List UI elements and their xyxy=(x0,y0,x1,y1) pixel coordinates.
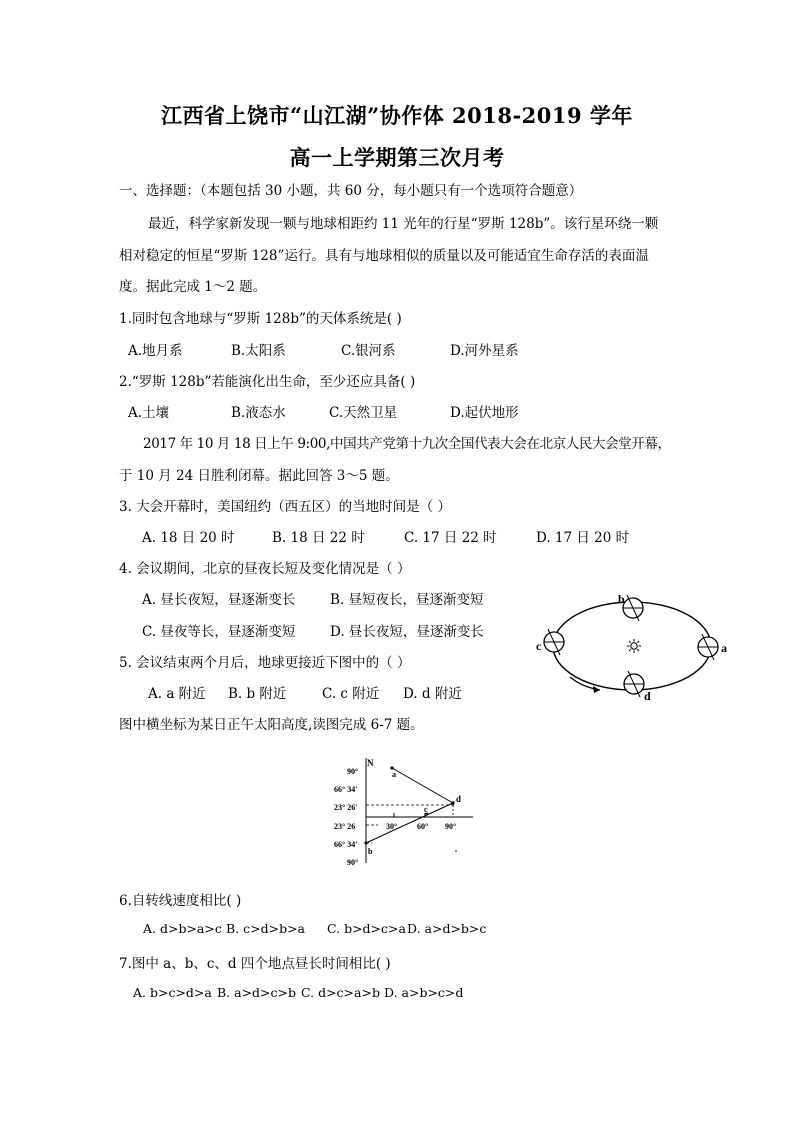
line-b-d xyxy=(366,803,453,843)
q3-option-a[interactable]: A. 18 日 20 时 xyxy=(142,530,235,546)
passage2-line2: 于 10 月 24 日胜利闭幕。据此回答 3～5 题。 xyxy=(119,468,399,484)
point-label-b: b xyxy=(368,847,373,856)
orbit-label-c: c xyxy=(536,639,542,653)
q3-option-d[interactable]: D. 17 日 20 时 xyxy=(536,530,630,546)
sun-icon xyxy=(627,639,641,653)
section-heading: 一、选择题：（本题包括 30 小题，共 60 分，每小题只有一个选项符合题意） xyxy=(119,183,583,199)
q7-option-a[interactable]: A. b>c>d>a xyxy=(133,985,212,1000)
q3-option-b[interactable]: B. 18 日 22 时 xyxy=(272,530,365,546)
passage1-line1: 最近，科学家新发现一颗与地球相距约 11 光年的行星“罗斯 128b”。该行星环绕一颗 xyxy=(148,216,659,232)
y-label-2326-top: 23° 26′ xyxy=(334,803,358,812)
q1-option-b[interactable]: B.太阳系 xyxy=(231,343,286,359)
q2-option-b[interactable]: B.液态水 xyxy=(231,405,286,421)
solar-altitude-diagram xyxy=(328,755,478,870)
line-a-d xyxy=(392,768,453,803)
q2-option-a[interactable]: A.土壤 xyxy=(128,405,170,421)
point-label-c: c xyxy=(424,805,428,814)
q3-stem: 3. 大会开幕时，美国纽约（西五区）的当地时间是（ ） xyxy=(119,499,451,515)
y-label-6634-bottom: 66° 34′ xyxy=(334,840,358,849)
passage1-line3: 度。据此完成 1～2 题。 xyxy=(119,279,267,295)
point-label-a: a xyxy=(392,770,396,779)
orbit-label-b: b xyxy=(618,592,625,606)
earth-d xyxy=(624,671,644,697)
q5-option-b[interactable]: B. b 附近 xyxy=(228,686,287,702)
q6-option-b[interactable]: B. c>d>b>a xyxy=(226,921,306,936)
q2-stem: 2.“罗斯 128b”若能演化出生命，至少还应具备( ) xyxy=(119,374,416,390)
orbit-label-d: d xyxy=(644,689,651,703)
y-label-6634-top: 66° 34′ xyxy=(334,785,358,794)
q4-option-c[interactable]: C. 昼夜等长，昼逐渐变短 xyxy=(142,624,296,640)
q4-option-d[interactable]: D. 昼长夜短，昼逐渐变长 xyxy=(330,624,484,640)
passage1-line2: 相对稳定的恒星“罗斯 128”运行。具有与地球相似的质量以及可能适宜生命存活的表面温 xyxy=(119,248,649,264)
earth-b xyxy=(623,595,643,621)
y-label-90-top: 90° xyxy=(347,767,359,776)
q1-option-d[interactable]: D.河外星系 xyxy=(450,343,519,359)
q1-option-a[interactable]: A.地月系 xyxy=(128,343,183,359)
passage3-line1: 图中横坐标为某日正午太阳高度,读图完成 6-7 题。 xyxy=(119,717,424,733)
q4-option-b[interactable]: B. 昼短夜长，昼逐渐变短 xyxy=(330,592,484,608)
point-label-d: d xyxy=(456,794,462,804)
q5-option-d[interactable]: D. d 附近 xyxy=(403,686,462,702)
y-label-90-bottom: 90° xyxy=(347,858,359,867)
q7-option-d[interactable]: D. a>b>c>d xyxy=(384,985,464,1000)
page-title-line1: 江西省上饶市“山江湖”协作体 2018-2019 学年 xyxy=(161,103,633,128)
point-d xyxy=(451,801,454,804)
q6-option-d[interactable]: D. a>d>b>c xyxy=(407,921,487,936)
q2-option-d[interactable]: D.起伏地形 xyxy=(450,405,519,421)
stray-dot xyxy=(455,850,457,852)
q7-option-c[interactable]: C. d>c>a>b xyxy=(301,985,380,1000)
q6-stem: 6.自转线速度相比( ) xyxy=(119,893,242,909)
q1-option-c[interactable]: C.银河系 xyxy=(341,343,396,359)
q4-option-a[interactable]: A. 昼长夜短，昼逐渐变长 xyxy=(142,592,296,608)
passage2-line1: 2017 年 10 月 18 日上午 9:00,中国共产党第十九次全国代表大会在北京人民大会堂开幕， xyxy=(143,436,671,452)
earth-a xyxy=(698,634,718,660)
q1-stem: 1.同时包含地球与“罗斯 128b”的天体系统是( ) xyxy=(119,311,402,327)
q3-option-c[interactable]: C. 17 日 22 时 xyxy=(404,530,497,546)
q7-option-b[interactable]: B. a>d>c>b xyxy=(217,985,297,1000)
point-b xyxy=(364,841,367,844)
q7-stem: 7.图中 a、b、c、d 四个地点昼长时间相比( ) xyxy=(119,956,391,972)
x-label-90: 90° xyxy=(445,822,457,831)
q5-stem: 5. 会议结束两个月后，地球更接近下图中的（ ） xyxy=(119,655,411,671)
q6-option-c[interactable]: C. b>d>c>a xyxy=(327,921,406,936)
q2-option-c[interactable]: C.天然卫星 xyxy=(329,405,398,421)
earth-orbit-diagram xyxy=(520,584,742,712)
y-label-2326-bottom: 23° 26 xyxy=(334,822,356,831)
orbit-label-a: a xyxy=(721,641,727,655)
x-label-60: 60° xyxy=(417,822,429,831)
q6-option-a[interactable]: A. d>b>a>c xyxy=(143,921,222,936)
q4-stem: 4. 会议期间，北京的昼夜长短及变化情况是（ ） xyxy=(119,561,411,577)
axis-north-label: N xyxy=(367,758,374,768)
earth-c xyxy=(544,629,564,655)
x-label-30: 30° xyxy=(386,822,398,831)
q5-option-a[interactable]: A. a 附近 xyxy=(148,686,206,702)
q5-option-c[interactable]: C. c 附近 xyxy=(322,686,380,702)
page-title-line2: 高一上学期第三次月考 xyxy=(289,145,505,170)
